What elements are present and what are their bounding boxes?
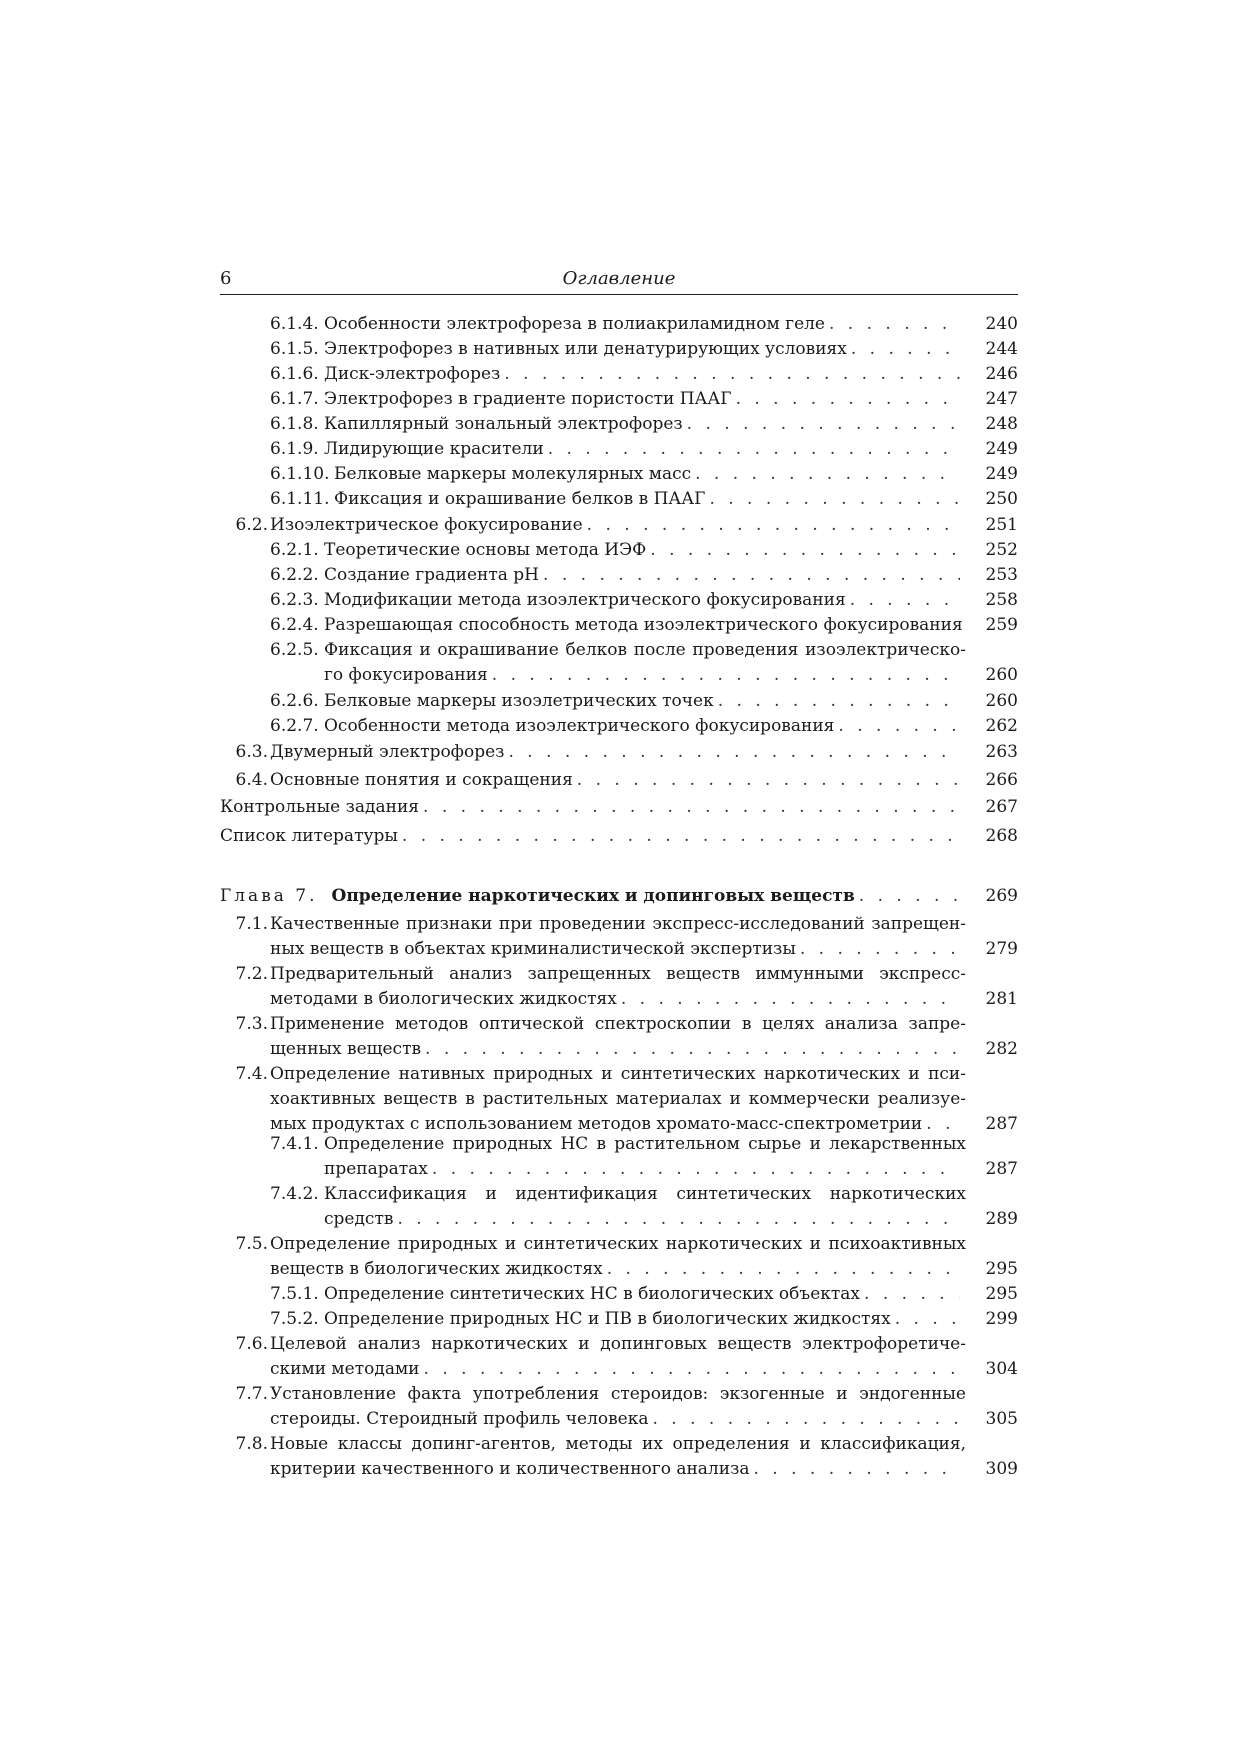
toc-entry-line [220, 884, 966, 909]
toc-entry [220, 1232, 1018, 1282]
dot-leader [543, 563, 960, 588]
toc-page-number: 247 [985, 389, 1018, 409]
toc-entry [220, 1182, 1018, 1232]
toc-entry-line [270, 1432, 966, 1457]
toc-entry [220, 795, 1018, 820]
toc-entry-title: Теоретические основы метода ИЭФ [324, 540, 647, 560]
toc-entry-title: Контрольные задания [220, 797, 420, 817]
toc-entry-number: 6.1.5. [270, 339, 319, 359]
dot-leader [397, 1207, 960, 1232]
dot-leader [402, 824, 960, 849]
dot-leader [432, 1157, 960, 1182]
toc-page-number: 269 [985, 886, 1018, 906]
toc-page-number: 259 [985, 615, 1018, 635]
toc-entry-title: Предварительный анализ запрещенных веществ иммунными экспресс- [270, 964, 966, 984]
toc-page-number: 299 [985, 1309, 1018, 1329]
toc-entry-title: ных веществ в объектах криминалистической экспертизы [270, 939, 796, 959]
toc-entry-line [270, 1232, 966, 1257]
toc-entry-number: 6.2. [235, 515, 268, 535]
toc-entry-line [270, 912, 966, 937]
toc-page-number: 244 [985, 339, 1018, 359]
dot-leader [577, 768, 960, 793]
toc-entry-title: Целевой анализ наркотических и допинговых веществ электрофоретиче- [270, 1334, 966, 1354]
toc-entry [220, 412, 1018, 437]
toc-entry [220, 563, 1018, 588]
toc-page-number: 249 [985, 464, 1018, 484]
toc-entry-title: Новые классы допинг-агентов, методы их определения и классификация, [270, 1434, 966, 1454]
toc-entry-number: 6.2.2. [270, 565, 319, 585]
toc-entry-title: стероиды. Стероидный профиль человека [270, 1409, 649, 1429]
toc-page-number: 250 [985, 489, 1018, 509]
toc-page-number: 287 [985, 1114, 1018, 1134]
toc-entry [220, 1282, 1018, 1307]
toc-entry [220, 1332, 1018, 1382]
toc-entry-title: Качественные признаки при проведении экспресс-исследований запрещен- [270, 914, 966, 934]
toc-entry-line [324, 387, 966, 412]
toc-entry [220, 1012, 1018, 1062]
running-title: Оглавление [562, 268, 676, 289]
toc-page-number: 260 [985, 665, 1018, 685]
toc-page-number: 304 [985, 1359, 1018, 1379]
toc-entry-title: Создание градиента pH [324, 565, 540, 585]
toc-entry-line [270, 937, 966, 962]
toc-entry-line [270, 1062, 966, 1087]
dot-leader [851, 337, 960, 362]
toc-entry-title: скими методами [270, 1359, 420, 1379]
toc-entry-title: Диск-электрофорез [324, 364, 501, 384]
toc-entry [220, 1062, 1018, 1137]
toc-entry-line [270, 1382, 966, 1407]
dot-leader [548, 437, 960, 462]
toc-entry-title: Особенности метода изоэлектрического фокусирования [324, 716, 835, 736]
toc-entry-line [324, 1207, 966, 1232]
toc-entry-line [270, 1457, 966, 1482]
dot-leader [587, 513, 960, 538]
toc-entry-line [334, 462, 966, 487]
toc-entry-number: 6.1.9. [270, 439, 319, 459]
toc-entry [220, 588, 1018, 613]
toc-entry [220, 689, 1018, 714]
toc-entry-title: Модификации метода изоэлектрического фокусирования [324, 590, 846, 610]
chapter-title: Определение наркотических и допинговых веществ [331, 886, 855, 906]
toc-page-number: 281 [985, 989, 1018, 1009]
toc-page-number: 295 [985, 1259, 1018, 1279]
toc-entry-number: 7.6. [235, 1334, 268, 1354]
toc-entry [220, 387, 1018, 412]
toc-entry-title: средств [324, 1209, 394, 1229]
toc-entry-title: Белковые маркеры изоэлетрических точек [324, 691, 714, 711]
toc-page-number: 263 [985, 742, 1018, 762]
toc-entry-title: Электрофорез в градиенте пористости ПААГ [324, 389, 732, 409]
toc-page-number: 262 [985, 716, 1018, 736]
toc-entry-line [270, 1087, 966, 1112]
toc-entry-title: хоактивных веществ в растительных материалах и коммерчески реализуе- [270, 1089, 966, 1109]
page-header [220, 268, 1018, 295]
toc-entry-number: 7.7. [235, 1384, 268, 1404]
toc-entry-title: Двумерный электрофорез [270, 742, 505, 762]
toc-entry-number: 6.1.6. [270, 364, 319, 384]
toc-entry-title: Фиксация и окрашивание белков в ПААГ [334, 489, 706, 509]
toc-entry-line [270, 1407, 966, 1432]
toc-entry-line [270, 1257, 966, 1282]
toc-entry-title: Определение синтетических НС в биологических объектах [324, 1284, 861, 1304]
toc-entry-line [324, 714, 966, 739]
toc-entry-line [324, 1282, 966, 1307]
toc-entry-title: Лидирующие красители [324, 439, 544, 459]
toc-page-number: 252 [985, 540, 1018, 560]
toc-entry-line [324, 412, 966, 437]
dot-leader [425, 1037, 960, 1062]
toc-entry-line [324, 362, 966, 387]
toc-entry-line [324, 689, 966, 714]
dot-leader [687, 412, 960, 437]
toc-entry-title: Белковые маркеры молекулярных масс [334, 464, 692, 484]
toc-entry-line [220, 795, 966, 820]
toc-page-number: 268 [985, 826, 1018, 846]
toc-entry-title: Изоэлектрическое фокусирование [270, 515, 583, 535]
toc-entry-title: веществ в биологических жидкостях [270, 1259, 603, 1279]
toc-entry-line [270, 513, 966, 538]
toc-entry-line [324, 437, 966, 462]
dot-leader [492, 663, 960, 688]
dot-leader [736, 387, 960, 412]
toc-page-number: 282 [985, 1039, 1018, 1059]
toc-entry-title: Разрешающая способность метода изоэлектрического фокусирования [324, 615, 963, 635]
toc-entry-line [334, 487, 966, 512]
toc-entry-number: 7.8. [235, 1434, 268, 1454]
toc-page-number: 258 [985, 590, 1018, 610]
toc-entry-line [270, 962, 966, 987]
chapter-label: Глава 7. [220, 886, 318, 906]
toc-page-number: 295 [985, 1284, 1018, 1304]
toc-page-number: 251 [985, 515, 1018, 535]
toc-entry-number: 6.2.5. [270, 640, 319, 660]
toc-entry [220, 962, 1018, 1012]
toc-entry-title: Классификация и идентификация синтетических наркотических [324, 1184, 966, 1204]
toc-entry-line [324, 638, 966, 663]
dot-leader [424, 1357, 960, 1382]
toc-entry-number: 6.1.10. [270, 464, 330, 484]
toc-entry-title: Установление факта употребления стероидов: экзогенные и эндогенные [270, 1384, 966, 1404]
page-number: 6 [220, 268, 232, 289]
toc-entry [220, 714, 1018, 739]
toc-page-number: 249 [985, 439, 1018, 459]
toc-page-number: 266 [985, 770, 1018, 790]
dot-leader [504, 362, 960, 387]
toc-entry-title: Применение методов оптической спектроскопии в целях анализа запре- [270, 1014, 966, 1034]
toc-entry-number: 7.1. [235, 914, 268, 934]
toc-entry-number: 7.3. [235, 1014, 268, 1034]
dot-leader [864, 1282, 960, 1307]
toc-entry-line [270, 740, 966, 765]
toc-entry-title: Основные понятия и сокращения [270, 770, 573, 790]
toc-entry-number: 7.5. [235, 1234, 268, 1254]
toc-entry [220, 638, 1018, 688]
toc-entry-title: Определение природных и синтетических наркотических и психоактивных [270, 1234, 966, 1254]
toc-entry [220, 312, 1018, 337]
dot-leader [718, 689, 960, 714]
toc-entry-number: 6.2.3. [270, 590, 319, 610]
toc-entry-number: 6.4. [235, 770, 268, 790]
toc-entry-number: 6.1.11. [270, 489, 330, 509]
toc-entry-line [324, 538, 966, 563]
toc-entry [220, 337, 1018, 362]
dot-leader [800, 937, 960, 962]
toc-entry-number: 7.5.2. [270, 1309, 319, 1329]
toc-page-number: 279 [985, 939, 1018, 959]
toc-entry [220, 768, 1018, 793]
toc-entry [220, 1432, 1018, 1482]
toc-entry [220, 912, 1018, 962]
toc-entry-line [324, 1157, 966, 1182]
toc-entry-line [324, 1307, 966, 1332]
dot-leader [695, 462, 960, 487]
toc-entry-title: Определение природных НС и ПВ в биологических жидкостях [324, 1309, 891, 1329]
dot-leader [650, 538, 960, 563]
toc-entry-line [270, 1357, 966, 1382]
dot-leader [653, 1407, 961, 1432]
toc-entry-number: 7.4.1. [270, 1134, 319, 1154]
dot-leader [838, 714, 960, 739]
toc-page-number: 267 [985, 797, 1018, 817]
toc-entry-line [324, 588, 966, 613]
toc-page-number: 248 [985, 414, 1018, 434]
toc-entry-number: 6.1.7. [270, 389, 319, 409]
toc-entry [220, 362, 1018, 387]
toc-page-number: 305 [985, 1409, 1018, 1429]
toc-entry-line [324, 1132, 966, 1157]
toc-entry-line [270, 768, 966, 793]
dot-leader [753, 1457, 960, 1482]
toc-entry-line [220, 824, 966, 849]
dot-leader [709, 487, 960, 512]
toc-entry-title: Особенности электрофореза в полиакриламидном геле [324, 314, 825, 334]
toc-entry [220, 487, 1018, 512]
toc-entry-number: 6.2.7. [270, 716, 319, 736]
toc-entry-line [270, 1012, 966, 1037]
toc-page-number: 287 [985, 1159, 1018, 1179]
toc-entry-number: 6.2.1. [270, 540, 319, 560]
toc-page-number: 246 [985, 364, 1018, 384]
toc-entry-line [324, 613, 966, 638]
toc-entry-title: щенных веществ [270, 1039, 422, 1059]
dot-leader [423, 795, 960, 820]
toc-entry-number: 6.3. [235, 742, 268, 762]
toc-page-number: 240 [985, 314, 1018, 334]
toc-entry-number: 7.4.2. [270, 1184, 319, 1204]
toc-entry [220, 824, 1018, 849]
dot-leader [850, 588, 960, 613]
toc-entry-title: Капиллярный зональный электрофорез [324, 414, 683, 434]
toc-entry-line [324, 1182, 966, 1207]
dot-leader [607, 1257, 960, 1282]
toc-entry-number: 6.2.6. [270, 691, 319, 711]
toc-entry-line [324, 312, 966, 337]
toc-entry-title: Определение природных НС в растительном сырье и лекарственных [324, 1134, 966, 1154]
toc-entry-number: 6.1.4. [270, 314, 319, 334]
toc-entry [220, 884, 1018, 909]
toc-entry-title: препаратах [324, 1159, 428, 1179]
toc-entry-line [324, 337, 966, 362]
toc-entry [220, 740, 1018, 765]
toc-entry-number: 7.5.1. [270, 1284, 319, 1304]
toc-entry-title: Электрофорез в нативных или денатурирующих условиях [324, 339, 847, 359]
toc-entry-title: Определение нативных природных и синтетических наркотических и пси- [270, 1064, 966, 1084]
toc-page-number: 309 [985, 1459, 1018, 1479]
toc-entry [220, 1132, 1018, 1182]
toc-entry [220, 1382, 1018, 1432]
toc-page-number: 260 [985, 691, 1018, 711]
toc-entry-title: методами в биологических жидкостях [270, 989, 617, 1009]
toc-entry-title: мых продуктах с использованием методов хромато-масс-спектрометрии [270, 1114, 923, 1134]
toc-entry-line [270, 987, 966, 1012]
toc-entry-title: Список литературы [220, 826, 398, 846]
toc-page-number: 253 [985, 565, 1018, 585]
dot-leader [859, 884, 960, 909]
dot-leader [895, 1307, 960, 1332]
toc-entry-title: критерии качественного и количественного анализа [270, 1459, 750, 1479]
toc-entry-title: го фокусирования [324, 665, 488, 685]
toc-entry [220, 437, 1018, 462]
toc-entry-line [324, 663, 966, 688]
toc-entry [220, 613, 1018, 638]
toc-entry-line [324, 563, 966, 588]
toc-entry-number: 7.2. [235, 964, 268, 984]
toc-page-number: 289 [985, 1209, 1018, 1229]
dot-leader [621, 987, 960, 1012]
dot-leader [829, 312, 960, 337]
toc-entry-line [270, 1037, 966, 1062]
toc-entry-number: 7.4. [235, 1064, 268, 1084]
toc-entry [220, 513, 1018, 538]
toc-entry [220, 538, 1018, 563]
toc-entry [220, 1307, 1018, 1332]
toc-entry-number: 6.2.4. [270, 615, 319, 635]
toc-entry-line [270, 1332, 966, 1357]
toc-entry [220, 462, 1018, 487]
dot-leader [508, 740, 960, 765]
toc-entry-number: 6.1.8. [270, 414, 319, 434]
toc-entry-title: Фиксация и окрашивание белков после проведения изоэлектрическо- [324, 640, 966, 660]
